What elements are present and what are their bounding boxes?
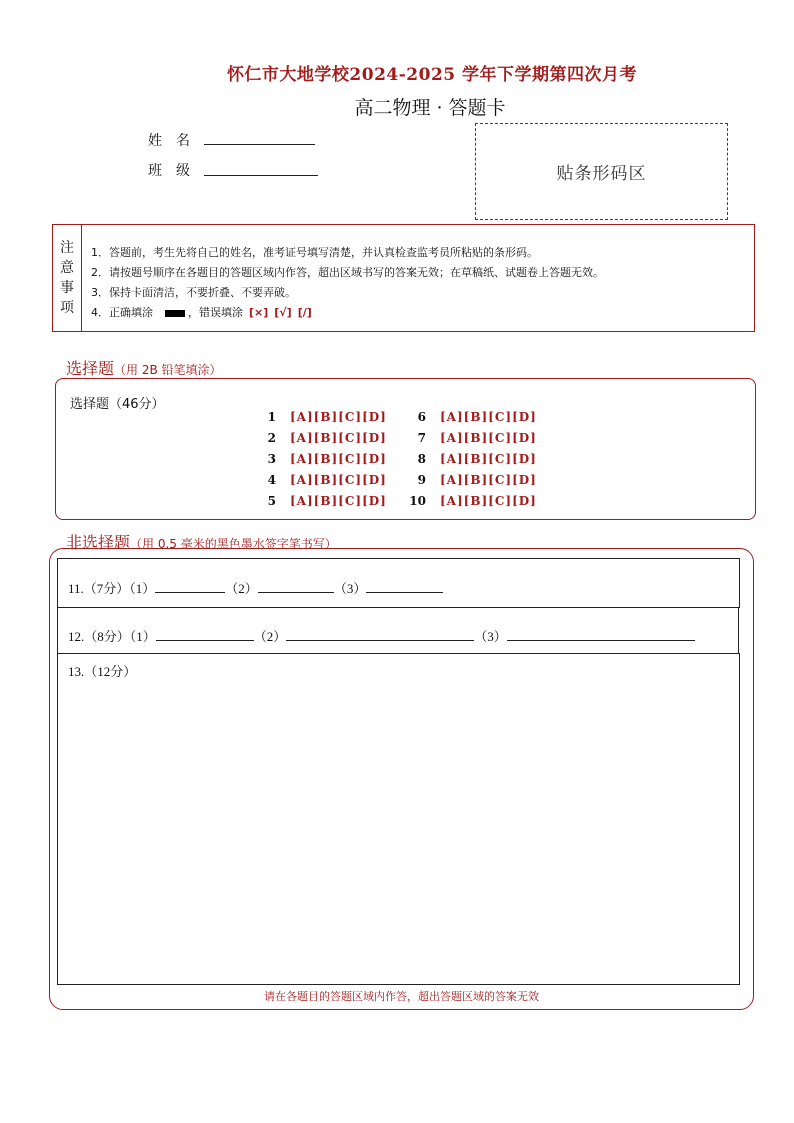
q11-blank-1[interactable] (155, 580, 225, 593)
question-number: 6 (417, 410, 426, 424)
question-number: 9 (417, 473, 426, 487)
nonchoice-heading-note: （用 0.5 毫米的黑色墨水签字笔书写） (130, 537, 337, 551)
choice-question-row[interactable] (258, 494, 387, 508)
footer-warning: 请在各题目的答题区域内作答，超出答题区域的答案无效 (264, 990, 539, 1003)
class-field[interactable] (204, 161, 318, 176)
option-bubbles[interactable]: [A][B][C][D] (440, 473, 537, 487)
wrong-mark-check: [√] (274, 306, 292, 319)
notice-heading (53, 225, 82, 331)
choice-question-row[interactable] (258, 452, 387, 466)
option-bubbles[interactable]: [A][B][C][D] (440, 452, 537, 466)
q13-label: 13.（12分） (68, 664, 137, 679)
correct-fill-label: 4．正确填涂 (91, 306, 153, 319)
choice-question-row[interactable] (408, 431, 537, 445)
q12-blank-3[interactable] (507, 628, 695, 641)
choice-question-row[interactable] (408, 473, 537, 487)
answer-card-title: 高二物理 · 答题卡 (354, 97, 506, 119)
q11-blank-3[interactable] (366, 580, 443, 593)
option-bubbles[interactable]: [A][B][C][D] (290, 452, 387, 466)
q12-label: 12.（8分） (68, 629, 130, 644)
barcode-area (475, 123, 728, 220)
name-field[interactable] (204, 130, 315, 145)
question-number: 4 (267, 473, 276, 487)
school-exam-title: 怀仁市大地学校2024-2025 学年下学期第四次月考 (226, 65, 638, 85)
question-number: 1 (267, 410, 276, 424)
question-number: 8 (417, 452, 426, 466)
notice-line-1: 1．答题前，考生先将自己的姓名，准考证号填写清楚，并认真检查监考员所粘贴的条形码。 (91, 246, 538, 259)
notice-heading-char: 事 (60, 280, 74, 296)
choice-question-row[interactable] (258, 410, 387, 424)
barcode-label: 贴条形码区 (556, 164, 647, 184)
choice-question-row[interactable] (408, 452, 537, 466)
q12-blank2-label: （2） (253, 629, 287, 644)
question-number: 3 (267, 452, 276, 466)
choice-question-row[interactable] (408, 410, 537, 424)
q11-blank1-label: （1） (129, 581, 156, 596)
question-number: 7 (417, 431, 426, 445)
q11-blank-2[interactable] (258, 580, 334, 593)
q12-blank1-label: （1） (129, 629, 156, 644)
wrong-fill-label: ，错误填涂 (188, 306, 243, 319)
choice-question-row[interactable] (258, 473, 387, 487)
option-bubbles[interactable]: [A][B][C][D] (290, 473, 387, 487)
question-number: 5 (267, 494, 276, 508)
class-label: 班 级 (148, 163, 190, 179)
option-bubbles[interactable]: [A][B][C][D] (440, 494, 537, 508)
option-bubbles[interactable]: [A][B][C][D] (290, 494, 387, 508)
choice-question-row[interactable] (408, 494, 537, 508)
question-number: 10 (409, 494, 426, 508)
q12-blank-1[interactable] (156, 628, 254, 641)
notice-line-2: 2．请按题号顺序在各题目的答题区域内作答，超出区域书写的答案无效；在草稿纸、试题卷上答题无效。 (91, 266, 604, 279)
q12-blank-2[interactable] (286, 628, 474, 641)
notice-line-3: 3．保持卡面清洁，不要折叠、不要弄破。 (91, 286, 296, 299)
notice-heading-char: 项 (60, 300, 74, 316)
option-bubbles[interactable]: [A][B][C][D] (440, 431, 537, 445)
wrong-mark-slash: [/] (297, 306, 312, 319)
q11-blank2-label: （2） (225, 581, 258, 596)
choice-heading-text: 选择题 (66, 359, 115, 378)
choice-section-heading (66, 356, 222, 379)
nonchoice-heading-text: 非选择题 (66, 533, 131, 552)
q11-blank3-label: （3） (333, 581, 367, 596)
correct-fill-sample (165, 310, 185, 317)
q12-blank3-label: （3） (474, 629, 507, 644)
q11-label: 11.（7分） (68, 581, 130, 596)
wrong-mark-x: [×] (249, 306, 269, 319)
notice-heading-char: 意 (60, 260, 74, 276)
choice-heading-note: （用 2B 铅笔填涂） (114, 363, 222, 377)
q11-row (68, 578, 443, 597)
option-bubbles[interactable]: [A][B][C][D] (290, 410, 387, 424)
name-label: 姓 名 (148, 133, 190, 149)
option-bubbles[interactable]: [A][B][C][D] (290, 431, 387, 445)
choice-question-row[interactable] (258, 431, 387, 445)
q13-answer-box[interactable] (57, 653, 740, 985)
q12-row (68, 626, 695, 645)
notice-box (52, 224, 755, 332)
choice-score-label: 选择题（46分） (70, 397, 165, 412)
option-bubbles[interactable]: [A][B][C][D] (440, 410, 537, 424)
notice-heading-char: 注 (60, 240, 74, 256)
notice-line-4 (91, 304, 312, 320)
question-number: 2 (267, 431, 276, 445)
